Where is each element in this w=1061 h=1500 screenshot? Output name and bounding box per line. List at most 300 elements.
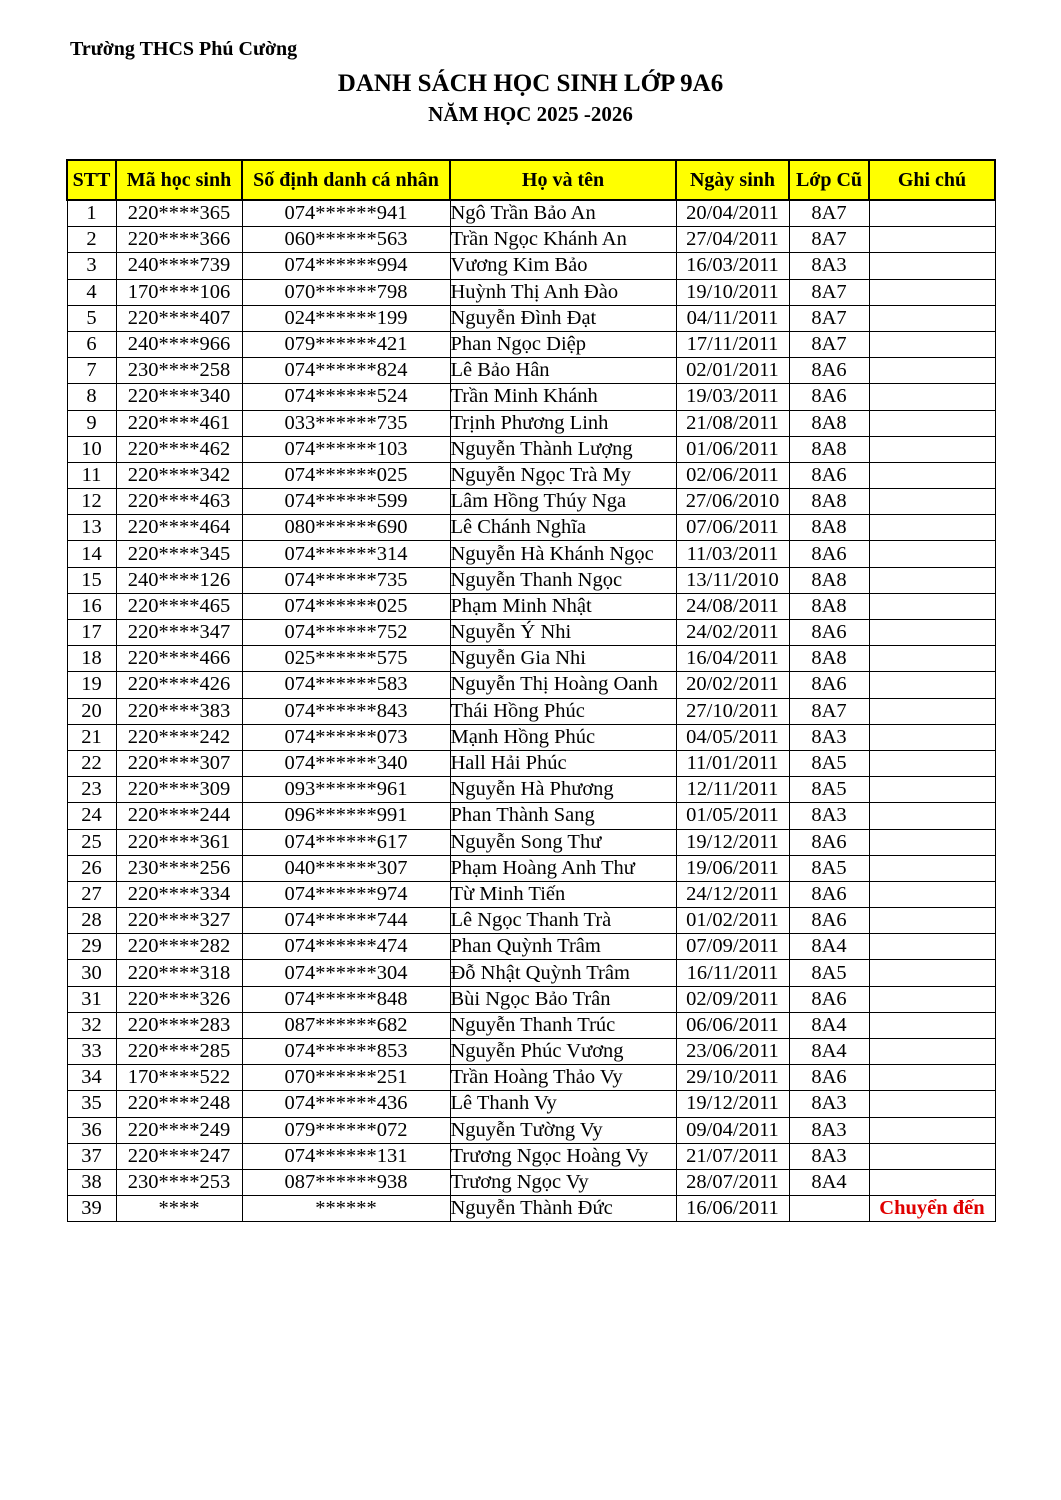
birth-date-cell: 02/09/2011 (676, 986, 789, 1012)
note-cell (869, 986, 995, 1012)
birth-date-cell: 23/06/2011 (676, 1039, 789, 1065)
stt-cell: 2 (67, 227, 116, 253)
stt-cell: 28 (67, 908, 116, 934)
student-code-cell: 220****383 (116, 698, 242, 724)
birth-date-cell: 19/10/2011 (676, 279, 789, 305)
old-class-cell: 8A5 (789, 960, 869, 986)
table-row (67, 227, 995, 253)
personal-id-cell: 033******735 (242, 410, 450, 436)
personal-id-cell: 080******690 (242, 515, 450, 541)
table-row (67, 881, 995, 907)
header-note: Ghi chú (869, 160, 995, 200)
old-class-cell: 8A7 (789, 227, 869, 253)
stt-cell: 33 (67, 1039, 116, 1065)
table-row (67, 279, 995, 305)
old-class-cell: 8A7 (789, 331, 869, 357)
table-row (67, 986, 995, 1012)
birth-date-cell: 29/10/2011 (676, 1065, 789, 1091)
full-name-cell: Phan Quỳnh Trâm (450, 934, 676, 960)
student-code-cell: 220****461 (116, 410, 242, 436)
student-code-cell: 220****249 (116, 1117, 242, 1143)
student-code-cell: 220****318 (116, 960, 242, 986)
personal-id-cell: 074******994 (242, 253, 450, 279)
birth-date-cell: 02/01/2011 (676, 358, 789, 384)
student-code-cell: 220****463 (116, 489, 242, 515)
personal-id-cell: 074******848 (242, 986, 450, 1012)
full-name-cell: Phạm Minh Nhật (450, 593, 676, 619)
note-cell (869, 777, 995, 803)
note-cell (869, 1012, 995, 1038)
table-row (67, 200, 995, 227)
note-cell (869, 436, 995, 462)
full-name-cell: Trần Ngọc Khánh An (450, 227, 676, 253)
old-class-cell: 8A6 (789, 462, 869, 488)
personal-id-cell: 087******682 (242, 1012, 450, 1038)
table-row (67, 960, 995, 986)
full-name-cell: Nguyễn Thanh Ngọc (450, 567, 676, 593)
header-full-name: Họ và tên (450, 160, 676, 200)
personal-id-cell: 074******583 (242, 672, 450, 698)
birth-date-cell: 01/02/2011 (676, 908, 789, 934)
school-year: NĂM HỌC 2025 -2026 (428, 102, 633, 126)
stt-cell: 4 (67, 279, 116, 305)
personal-id-cell: 079******421 (242, 331, 450, 357)
personal-id-cell: ****** (242, 1196, 450, 1222)
note-cell (869, 593, 995, 619)
note-cell: Chuyển đến (869, 1196, 995, 1222)
personal-id-cell: 074******073 (242, 724, 450, 750)
note-cell (869, 934, 995, 960)
birth-date-cell: 09/04/2011 (676, 1117, 789, 1143)
stt-cell: 17 (67, 620, 116, 646)
stt-cell: 12 (67, 489, 116, 515)
student-code-cell: 220****247 (116, 1143, 242, 1169)
stt-cell: 18 (67, 646, 116, 672)
student-code-cell: 220****309 (116, 777, 242, 803)
student-code-cell: 220****282 (116, 934, 242, 960)
full-name-cell: Từ Minh Tiến (450, 881, 676, 907)
table-row (67, 1012, 995, 1038)
stt-cell: 24 (67, 803, 116, 829)
student-code-cell: 220****407 (116, 305, 242, 331)
note-cell (869, 358, 995, 384)
student-code-cell: 220****342 (116, 462, 242, 488)
personal-id-cell: 070******798 (242, 279, 450, 305)
student-code-cell: 240****126 (116, 567, 242, 593)
note-cell (869, 253, 995, 279)
full-name-cell: Nguyễn Gia Nhi (450, 646, 676, 672)
full-name-cell: Trần Hoàng Thảo Vy (450, 1065, 676, 1091)
birth-date-cell: 19/12/2011 (676, 1091, 789, 1117)
header-row (67, 160, 995, 200)
student-code-cell: 220****345 (116, 541, 242, 567)
table-row (67, 331, 995, 357)
birth-date-cell: 20/04/2011 (676, 200, 789, 227)
note-cell (869, 724, 995, 750)
stt-cell: 6 (67, 331, 116, 357)
birth-date-cell: 06/06/2011 (676, 1012, 789, 1038)
note-cell (869, 750, 995, 776)
old-class-cell: 8A3 (789, 803, 869, 829)
student-code-cell: 230****253 (116, 1169, 242, 1195)
old-class-cell: 8A5 (789, 777, 869, 803)
old-class-cell: 8A8 (789, 593, 869, 619)
old-class-cell: 8A8 (789, 436, 869, 462)
note-cell (869, 227, 995, 253)
stt-cell: 10 (67, 436, 116, 462)
full-name-cell: Nguyễn Ngọc Trà My (450, 462, 676, 488)
personal-id-cell: 074******340 (242, 750, 450, 776)
personal-id-cell: 093******961 (242, 777, 450, 803)
student-code-cell: 220****462 (116, 436, 242, 462)
note-cell (869, 829, 995, 855)
stt-cell: 5 (67, 305, 116, 331)
personal-id-cell: 074******436 (242, 1091, 450, 1117)
personal-id-cell: 074******314 (242, 541, 450, 567)
old-class-cell: 8A7 (789, 200, 869, 227)
table-row (67, 698, 995, 724)
note-cell (869, 1039, 995, 1065)
table-row (67, 908, 995, 934)
birth-date-cell: 07/06/2011 (676, 515, 789, 541)
table-row (67, 1196, 995, 1222)
note-cell (869, 1091, 995, 1117)
table-row (67, 1143, 995, 1169)
student-code-cell: 220****327 (116, 908, 242, 934)
old-class-cell: 8A5 (789, 855, 869, 881)
birth-date-cell: 19/03/2011 (676, 384, 789, 410)
personal-id-cell: 070******251 (242, 1065, 450, 1091)
table-row (67, 358, 995, 384)
birth-date-cell: 04/11/2011 (676, 305, 789, 331)
stt-cell: 32 (67, 1012, 116, 1038)
old-class-cell: 8A8 (789, 410, 869, 436)
stt-cell: 15 (67, 567, 116, 593)
student-code-cell: 220****244 (116, 803, 242, 829)
student-code-cell: 220****242 (116, 724, 242, 750)
stt-cell: 21 (67, 724, 116, 750)
table-row (67, 1065, 995, 1091)
personal-id-cell: 074******744 (242, 908, 450, 934)
table-body (67, 200, 995, 1222)
document-title: DANH SÁCH HỌC SINH LỚP 9A6 (337, 70, 724, 97)
note-cell (869, 620, 995, 646)
header-student-code: Mã học sinh (116, 160, 242, 200)
note-cell (869, 567, 995, 593)
full-name-cell: Phạm Hoàng Anh Thư (450, 855, 676, 881)
full-name-cell: Vương Kim Bảo (450, 253, 676, 279)
personal-id-cell: 074******824 (242, 358, 450, 384)
header-birth-date: Ngày sinh (676, 160, 789, 200)
stt-cell: 37 (67, 1143, 116, 1169)
table-row (67, 777, 995, 803)
old-class-cell: 8A8 (789, 515, 869, 541)
note-cell (869, 515, 995, 541)
stt-cell: 38 (67, 1169, 116, 1195)
personal-id-cell: 074******853 (242, 1039, 450, 1065)
full-name-cell: Lê Thanh Vy (450, 1091, 676, 1117)
student-code-cell: **** (116, 1196, 242, 1222)
personal-id-cell: 087******938 (242, 1169, 450, 1195)
full-name-cell: Trần Minh Khánh (450, 384, 676, 410)
old-class-cell: 8A7 (789, 698, 869, 724)
old-class-cell: 8A3 (789, 1143, 869, 1169)
personal-id-cell: 074******599 (242, 489, 450, 515)
stt-cell: 34 (67, 1065, 116, 1091)
stt-cell: 26 (67, 855, 116, 881)
old-class-cell: 8A7 (789, 279, 869, 305)
note-cell (869, 305, 995, 331)
birth-date-cell: 19/12/2011 (676, 829, 789, 855)
table-row (67, 593, 995, 619)
full-name-cell: Lâm Hồng Thúy Nga (450, 489, 676, 515)
stt-cell: 13 (67, 515, 116, 541)
stt-cell: 19 (67, 672, 116, 698)
student-code-cell: 220****464 (116, 515, 242, 541)
full-name-cell: Nguyễn Song Thư (450, 829, 676, 855)
table-row (67, 1039, 995, 1065)
old-class-cell: 8A6 (789, 908, 869, 934)
stt-cell: 39 (67, 1196, 116, 1222)
birth-date-cell: 11/01/2011 (676, 750, 789, 776)
note-cell (869, 279, 995, 305)
student-code-cell: 220****340 (116, 384, 242, 410)
student-code-cell: 220****465 (116, 593, 242, 619)
header-stt: STT (67, 160, 116, 200)
birth-date-cell: 07/09/2011 (676, 934, 789, 960)
table-row (67, 436, 995, 462)
note-cell (869, 1117, 995, 1143)
school-name: Trường THCS Phú Cường (70, 38, 298, 60)
personal-id-cell: 074******131 (242, 1143, 450, 1169)
old-class-cell: 8A3 (789, 253, 869, 279)
stt-cell: 14 (67, 541, 116, 567)
student-code-cell: 230****258 (116, 358, 242, 384)
student-code-cell: 240****966 (116, 331, 242, 357)
old-class-cell: 8A6 (789, 986, 869, 1012)
header-old-class: Lớp Cũ (789, 160, 869, 200)
table-row (67, 410, 995, 436)
student-code-cell: 240****739 (116, 253, 242, 279)
old-class-cell: 8A6 (789, 829, 869, 855)
student-code-cell: 220****248 (116, 1091, 242, 1117)
student-code-cell: 220****365 (116, 200, 242, 227)
note-cell (869, 698, 995, 724)
stt-cell: 11 (67, 462, 116, 488)
personal-id-cell: 024******199 (242, 305, 450, 331)
table-row (67, 253, 995, 279)
full-name-cell: Nguyễn Thành Lượng (450, 436, 676, 462)
full-name-cell: Lê Ngọc Thanh Trà (450, 908, 676, 934)
old-class-cell: 8A6 (789, 881, 869, 907)
old-class-cell: 8A6 (789, 358, 869, 384)
old-class-cell: 8A6 (789, 672, 869, 698)
birth-date-cell: 19/06/2011 (676, 855, 789, 881)
birth-date-cell: 24/08/2011 (676, 593, 789, 619)
table-row (67, 803, 995, 829)
table-row (67, 567, 995, 593)
old-class-cell: 8A4 (789, 1039, 869, 1065)
old-class-cell: 8A8 (789, 489, 869, 515)
full-name-cell: Bùi Ngọc Bảo Trân (450, 986, 676, 1012)
table-header (67, 160, 995, 200)
personal-id-cell: 074******974 (242, 881, 450, 907)
stt-cell: 1 (67, 200, 116, 227)
stt-cell: 27 (67, 881, 116, 907)
birth-date-cell: 27/04/2011 (676, 227, 789, 253)
birth-date-cell: 21/07/2011 (676, 1143, 789, 1169)
personal-id-cell: 025******575 (242, 646, 450, 672)
personal-id-cell: 074******735 (242, 567, 450, 593)
personal-id-cell: 074******025 (242, 593, 450, 619)
birth-date-cell: 24/12/2011 (676, 881, 789, 907)
old-class-cell: 8A3 (789, 1091, 869, 1117)
old-class-cell: 8A4 (789, 1012, 869, 1038)
birth-date-cell: 16/06/2011 (676, 1196, 789, 1222)
table-row (67, 672, 995, 698)
student-code-cell: 230****256 (116, 855, 242, 881)
full-name-cell: Lê Bảo Hân (450, 358, 676, 384)
birth-date-cell: 28/07/2011 (676, 1169, 789, 1195)
old-class-cell: 8A8 (789, 567, 869, 593)
old-class-cell: 8A6 (789, 541, 869, 567)
student-code-cell: 170****522 (116, 1065, 242, 1091)
full-name-cell: Huỳnh Thị Anh Đào (450, 279, 676, 305)
old-class-cell: 8A7 (789, 305, 869, 331)
table-row (67, 489, 995, 515)
personal-id-cell: 074******752 (242, 620, 450, 646)
birth-date-cell: 01/06/2011 (676, 436, 789, 462)
full-name-cell: Nguyễn Phúc Vương (450, 1039, 676, 1065)
personal-id-cell: 074******025 (242, 462, 450, 488)
table-row (67, 646, 995, 672)
student-code-cell: 220****285 (116, 1039, 242, 1065)
note-cell (869, 881, 995, 907)
birth-date-cell: 01/05/2011 (676, 803, 789, 829)
note-cell (869, 908, 995, 934)
stt-cell: 29 (67, 934, 116, 960)
table-row (67, 1117, 995, 1143)
table-row (67, 384, 995, 410)
full-name-cell: Nguyễn Hà Phương (450, 777, 676, 803)
note-cell (869, 410, 995, 436)
student-code-cell: 170****106 (116, 279, 242, 305)
full-name-cell: Nguyễn Hà Khánh Ngọc (450, 541, 676, 567)
student-code-cell: 220****283 (116, 1012, 242, 1038)
old-class-cell: 8A3 (789, 724, 869, 750)
birth-date-cell: 16/03/2011 (676, 253, 789, 279)
note-cell (869, 200, 995, 227)
student-table (66, 159, 996, 1222)
stt-cell: 20 (67, 698, 116, 724)
birth-date-cell: 02/06/2011 (676, 462, 789, 488)
personal-id-cell: 074******304 (242, 960, 450, 986)
note-cell (869, 960, 995, 986)
table-row (67, 724, 995, 750)
student-code-cell: 220****334 (116, 881, 242, 907)
student-code-cell: 220****307 (116, 750, 242, 776)
note-cell (869, 855, 995, 881)
personal-id-cell: 074******103 (242, 436, 450, 462)
table-row (67, 1169, 995, 1195)
stt-cell: 25 (67, 829, 116, 855)
full-name-cell: Lê Chánh Nghĩa (450, 515, 676, 541)
full-name-cell: Phan Thành Sang (450, 803, 676, 829)
full-name-cell: Trương Ngọc Vy (450, 1169, 676, 1195)
table-row (67, 934, 995, 960)
note-cell (869, 331, 995, 357)
personal-id-cell: 040******307 (242, 855, 450, 881)
old-class-cell (789, 1196, 869, 1222)
student-code-cell: 220****466 (116, 646, 242, 672)
personal-id-cell: 074******617 (242, 829, 450, 855)
note-cell (869, 384, 995, 410)
table-row (67, 1091, 995, 1117)
birth-date-cell: 12/11/2011 (676, 777, 789, 803)
old-class-cell: 8A4 (789, 1169, 869, 1195)
birth-date-cell: 27/06/2010 (676, 489, 789, 515)
personal-id-cell: 096******991 (242, 803, 450, 829)
full-name-cell: Trịnh Phương Linh (450, 410, 676, 436)
birth-date-cell: 20/02/2011 (676, 672, 789, 698)
stt-cell: 3 (67, 253, 116, 279)
note-cell (869, 489, 995, 515)
stt-cell: 30 (67, 960, 116, 986)
stt-cell: 8 (67, 384, 116, 410)
stt-cell: 35 (67, 1091, 116, 1117)
note-cell (869, 1143, 995, 1169)
full-name-cell: Trương Ngọc Hoàng Vy (450, 1143, 676, 1169)
stt-cell: 9 (67, 410, 116, 436)
personal-id-cell: 074******524 (242, 384, 450, 410)
birth-date-cell: 04/05/2011 (676, 724, 789, 750)
full-name-cell: Thái Hồng Phúc (450, 698, 676, 724)
personal-id-cell: 060******563 (242, 227, 450, 253)
student-code-cell: 220****426 (116, 672, 242, 698)
personal-id-cell: 074******843 (242, 698, 450, 724)
old-class-cell: 8A6 (789, 1065, 869, 1091)
note-cell (869, 1065, 995, 1091)
student-code-cell: 220****361 (116, 829, 242, 855)
full-name-cell: Nguyễn Thị Hoàng Oanh (450, 672, 676, 698)
stt-cell: 31 (67, 986, 116, 1012)
personal-id-cell: 079******072 (242, 1117, 450, 1143)
note-cell (869, 646, 995, 672)
birth-date-cell: 13/11/2010 (676, 567, 789, 593)
table-row (67, 305, 995, 331)
full-name-cell: Hall Hải Phúc (450, 750, 676, 776)
full-name-cell: Nguyễn Thành Đức (450, 1196, 676, 1222)
table-row (67, 515, 995, 541)
stt-cell: 36 (67, 1117, 116, 1143)
old-class-cell: 8A5 (789, 750, 869, 776)
birth-date-cell: 21/08/2011 (676, 410, 789, 436)
old-class-cell: 8A6 (789, 620, 869, 646)
note-cell (869, 803, 995, 829)
stt-cell: 23 (67, 777, 116, 803)
header-personal-id: Số định danh cá nhân (242, 160, 450, 200)
full-name-cell: Ngô Trần Bảo An (450, 200, 676, 227)
birth-date-cell: 11/03/2011 (676, 541, 789, 567)
table-row (67, 462, 995, 488)
birth-date-cell: 16/04/2011 (676, 646, 789, 672)
table-row (67, 620, 995, 646)
old-class-cell: 8A4 (789, 934, 869, 960)
full-name-cell: Đỗ Nhật Quỳnh Trâm (450, 960, 676, 986)
table-row (67, 750, 995, 776)
note-cell (869, 541, 995, 567)
full-name-cell: Nguyễn Tường Vy (450, 1117, 676, 1143)
